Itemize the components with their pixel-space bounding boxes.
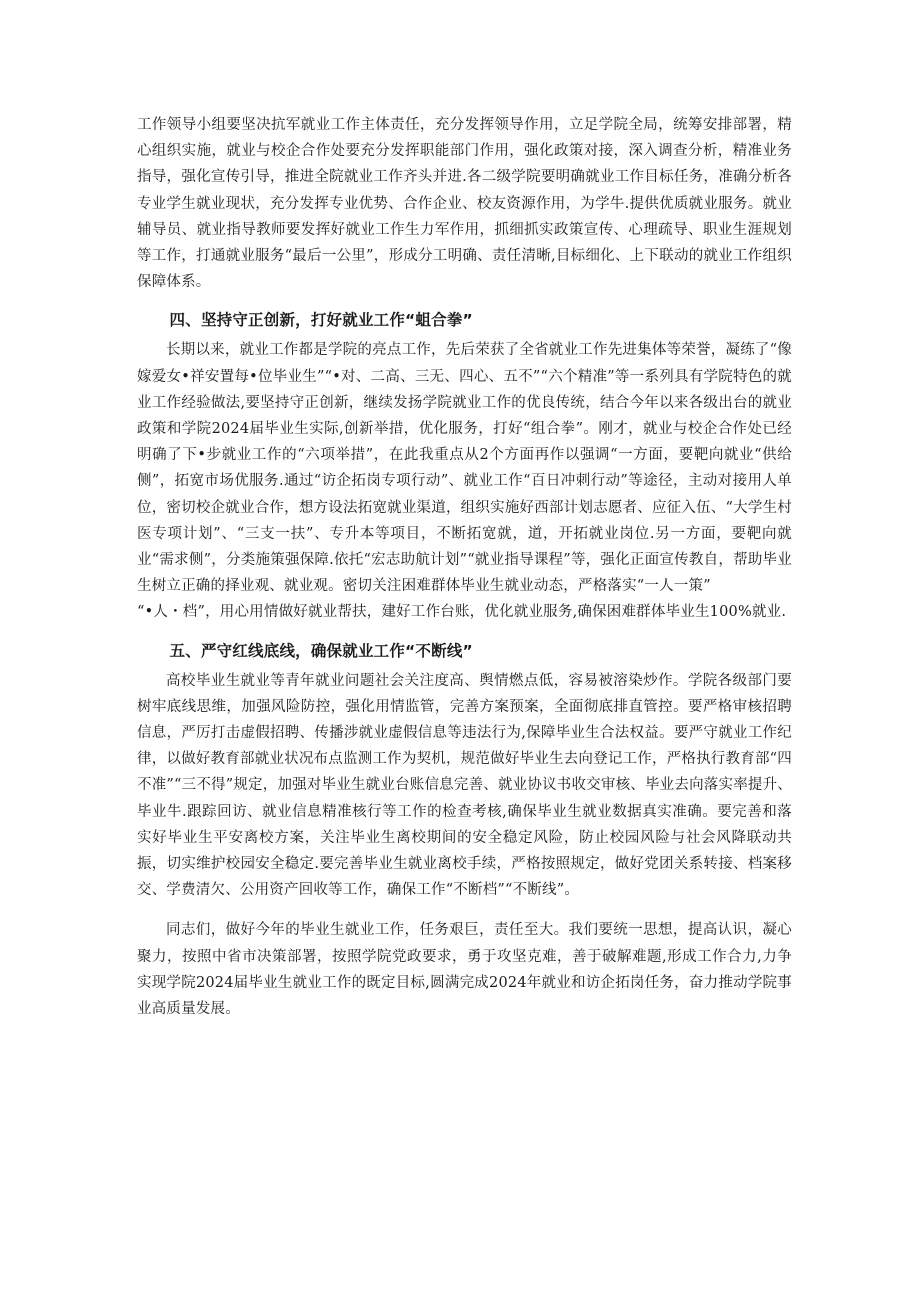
paragraph-closing: 同志们，做好今年的毕业生就业工作，任务艰巨，责任至大。我们要统一思想，提高认识，凝心聚力，按照中省市决策部署，按照学院党政要求，勇于攻坚克难，善于破解难题,形成工作合力,力争实现学院2024届毕业生就业工作的既定目标,圆满完成2024年就业和访企拓岗任务，奋力推动学院事业高质量发展。 [137, 922, 792, 1018]
paragraph-organization: 工作领导小组要坚决抗军就业工作主体责任，充分发挥领导作用，立足学院全局，统筹安排部署，精心组织实施，就业与校企合作处要充分发挥职能部门作用，强化政策对接，深入调查分析，精准业务指导，强化宣传引导，推进全院就业工作齐头并进.各二级学院要明确就业工作目标任务，准确分析各专业学生就业现状，充分发挥专业优势、合作企业、校友资源作用，为学牛.提供优质就业服务。就业辅导员、就业指导教师要发挥好就业工作生力军作用，抓细抓实政策宣传、心理疏导、职业生涯规划等工作，打通就业服务“最后一公里”，形成分工明确、责任清晰,目标细化、上下联动的就业工作组织保障体系。 [137, 117, 792, 291]
section-heading-4: 四、坚持守正创新，打好就业工作“蛆合拳” [169, 311, 473, 330]
paragraph-bottom-line: 高校毕业生就业等青年就业问题社会关注度高、舆情燃点低，容易被溶染炒作。学院各级部门要树牢底线思维，加强风险防控，强化用情监管，完善方案预案，全面彻底排直管控。要严格审核招聘信息，严厉打击虚假招聘、传播涉就业虚假信息等违法行为,保障毕业生合法权益。要严守就业工作纪律，以做好教育部就业状况布点监测工作为契机，规范做好毕业生去向登记工作，严格执行教育部“四不准”“三不得”规定，加强对毕业生就业台账信息完善、就业协议书收交审核、毕业去向落实率提升、毕业牛.跟踪回访、就业信息精准核行等工作的检查考核,确保毕业生就业数据真实准确。要完善和落实好毕业生平安离校方案，关注毕业生离校期间的安全稳定风险，防止校园风险与社会风降联动共振，切实维护校园安全稳定.要完善毕业生就业离校手续，严格按照规定，做好党团关系转接、档案移交、学费清欠、公用资产回收等工作，确保工作“不断档”“不断线”。 [137, 672, 792, 899]
paragraph-innovation: 长期以来，就业工作都是学院的亮点工作，先后荣获了全省就业工作先进集体等荣誉，凝练了“像嫁爱女•祥安置每•位毕业生”“•对、二高、三无、四心、五不”“六个精准”等一系列具有学院特色的就业工作经验做法,要坚持守正创新，继续发扬学院就业工作的优良传统，结合今年以来各级出台的就业政策和学院2024届毕业生实际,创新举措，优化服务，打好“组合拳”。刚才，就业与校企合作处已经明确了下•步就业工作的“六项举措”，在此我重点从2个方面再作以强调“一方面，要靶向就业“供给侧”，拓宽市场优服务.通过“访企拓岗专项行动”、就业工作“百日冲刺行动”等途径，主动对接用人单位，密切校企就业合作，想方设法拓宽就业渠道，组织实施好西部计划志愿者、应征入伍、“大学生村医专项计划”、“三支一扶”、专升本等项目，不断拓宽就，道，开拓就业岗位.另一方面，要靶向就业“需求侧”，分类施策强保障.依托“宏志助航计划”“就业指导课程”等，强化正面宣传教自，帮助毕业生树立正确的择业观、就业观。密切关注困难群体毕业生就业动态，严格落实“一人一策” [137, 342, 792, 595]
document-body [137, 112, 792, 1022]
paragraph-innovation-continued: “•人・档”，用心用情做好就业帮扶，建好工作台账，优化就业服务,确保困难群体毕业生100%就业. [137, 604, 787, 621]
section-heading-5: 五、严守红线底线，确保就业工作“不断线” [169, 641, 473, 660]
